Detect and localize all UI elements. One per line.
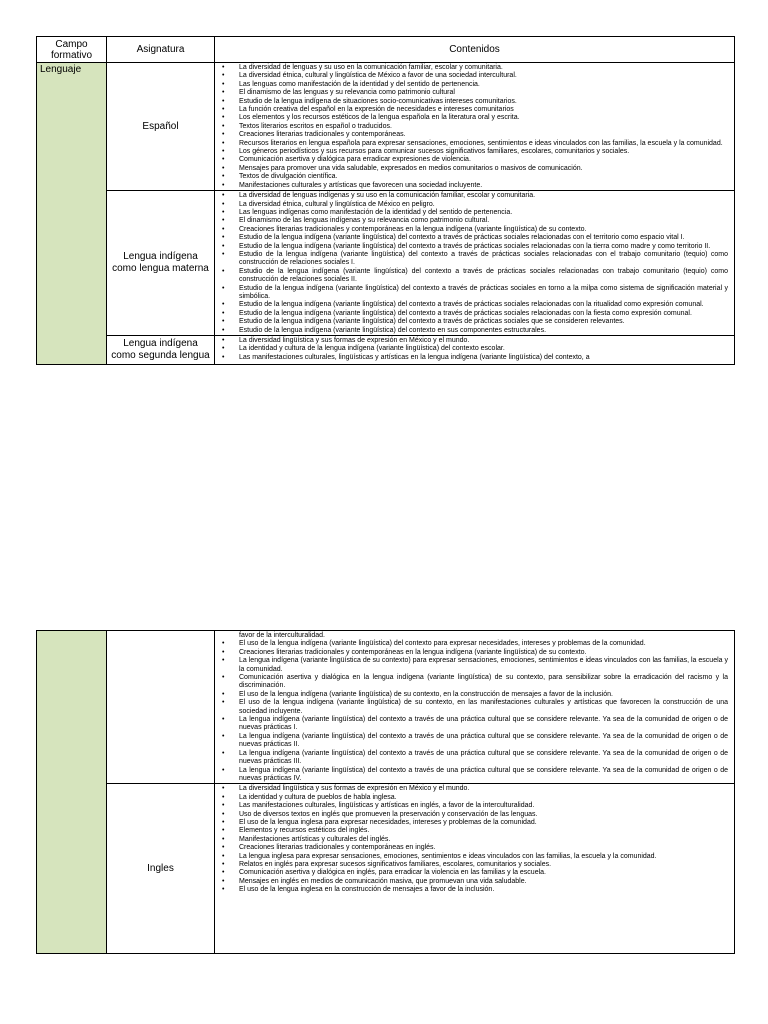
list-item: • Estudio de la lengua indígena (variante lingüística) del contexto a través de prácticas sociales relacionadas con la fiesta como expresión comunal. [219,310,730,318]
list-item: • La identidad y cultura de la lengua indígena (variante lingüística) del contexto escolar. [219,345,730,353]
contenidos-list [219,337,730,362]
list-item: • Textos literarios escritos en español o traducidos. [219,123,730,131]
asignatura-espanol: Español [107,63,215,191]
list-item: • El uso de la lengua indígena (variante lingüística) de su contexto, en las manifestaciones culturales y artísticas que favorecen la construcción de una sociedad incluyente. [219,699,730,716]
contenidos-list [219,785,730,894]
list-item: • La diversidad de lenguas y su uso en la comunicación familiar, escolar y comunitaria. [219,64,730,72]
list-item: • La diversidad de lenguas indígenas y su uso en la comunicación familiar, escolar y comunitaria. [219,192,730,200]
list-item: • Textos de divulgación científica. [219,173,730,181]
list-item: • Estudio de la lengua indígena de situaciones socio-comunicativas intereses comunitarios. [219,98,730,106]
list-item: • Recursos literarios en lengua española para expresar sensaciones, emociones, sentimientos e ideas vinculados con las familias, la escuela y la comunidad. [219,140,730,148]
list-item: • La identidad y cultura de pueblos de habla inglesa. [219,794,730,802]
list-item: • La lengua indígena (variante lingüística) del contexto a través de una práctica cultural que se considere relevante. Ya sea de la comunidad de origen o de nuevas prácticas III. [219,750,730,767]
list-item: • Comunicación asertiva y dialógica en inglés, para erradicar la violencia en las familias y la escuela. [219,869,730,877]
list-item: • La lengua indígena (variante lingüística) del contexto a través de una práctica cultural que se considere relevante. Ya sea de la comunidad de origen o de nuevas prácticas II. [219,733,730,750]
list-item: • Estudio de la lengua indígena (variante lingüística) del contexto a través de prácticas sociales relacionadas con la ritualidad como expresión comunal. [219,301,730,309]
list-item: • La lengua inglesa para expresar sensaciones, emociones, sentimientos e ideas vinculados con las familias, la escuela y la comunidad. [219,853,730,861]
list-item: • Estudio de la lengua indígena (variante lingüística) del contexto a través de prácticas sociales que se consideren relevantes. [219,318,730,326]
list-item: • La lengua indígena (variante lingüística) del contexto a través de una práctica cultural que se considere relevante. Ya sea de la comunidad de origen o de nuevas prácticas I. [219,716,730,733]
curriculum-table-page-2 [36,630,735,954]
list-item: • Estudio de la lengua indígena (variante lingüística) del contexto a través de prácticas sociales relacionadas con la tierra como madre y como territorio II. [219,243,730,251]
list-item: • Creaciones literarias tradicionales y contemporáneas en inglés. [219,844,730,852]
header-asignatura: Asignatura [107,37,215,63]
list-item: • Creaciones literarias tradicionales y contemporáneas en la lengua indígena (variante lingüística) de su contexto. [219,649,730,657]
list-item: • Mensajes para promover una vida saludable, expresados en medios comunitarios o masivos de comunicación. [219,165,730,173]
table-row-espanol [37,63,735,191]
list-item: • Estudio de la lengua indígena (variante lingüística) del contexto a través de prácticas sociales relacionadas con el territorio como espacio vital I. [219,234,730,242]
list-item: • La diversidad lingüística y sus formas de expresión en México y el mundo. [219,785,730,793]
list-item: • Estudio de la lengua indígena (variante lingüística) del contexto a través de prácticas sociales relacionadas con el trabajo comunitario (tequio) como construcción de relaciones sociales I. [219,251,730,268]
list-item-continuation: favor de la interculturalidad. [239,632,325,639]
list-item: • La diversidad lingüística y sus formas de expresión en México y el mundo. [219,337,730,345]
list-item: • Relatos en inglés para expresar sucesos significativos familiares, escolares, comunitarios y sociales. [219,861,730,869]
list-item: • La lengua indígena (variante lingüística de su contexto) para expresar sensaciones, emociones, sentimientos e ideas vinculados con las familias, la escuela y la comunidad. [219,657,730,674]
list-item: • Manifestaciones culturales y artísticas que favorecen una sociedad incluyente. [219,182,730,190]
table-row-segunda-lengua [37,336,735,365]
list-item: • Uso de diversos textos en inglés que promueven la preservación y conservación de las lenguas. [219,811,730,819]
table-header-row [37,37,735,63]
list-item: • El uso de la lengua indígena (variante lingüística) del contexto para expresar necesidades, intereses y problemas de la comunidad. [219,640,730,648]
list-item: • La lengua indígena (variante lingüística) del contexto a través de una práctica cultural que se considere relevante. Ya sea de la comunidad de origen o de nuevas prácticas IV. [219,767,730,784]
list-item: • Comunicación asertiva y dialógica para erradicar expresiones de violencia. [219,156,730,164]
campo-formativo-cell [37,631,107,954]
list-item: • Estudio de la lengua indígena (variante lingüística) del contexto en sus componentes estructurales. [219,327,730,335]
list-item: • Elementos y recursos estéticos del inglés. [219,827,730,835]
table-row-ingles [37,784,735,954]
list-item: • Comunicación asertiva y dialógica en la lengua indígena (variante lingüística) de su contexto, para sensibilizar sobre la erradicación del racismo y la discriminación. [219,674,730,691]
list-item: • Las manifestaciones culturales, lingüísticas y artísticas en la lengua indígena (variante lingüística) del contexto, a [219,354,730,362]
list-item: • Las lenguas como manifestación de la identidad y del sentido de pertenencia. [219,81,730,89]
contenidos-list [219,64,730,190]
asignatura-empty-cell [107,631,215,784]
list-item: • El dinamismo de las lenguas indígenas y su relevancia como patrimonio cultural. [219,217,730,225]
list-item: • La función creativa del español en la expresión de necesidades e intereses comunitarios [219,106,730,114]
list-item: • Los elementos y los recursos estéticos de la lengua española en la literatura oral y escrita. [219,114,730,122]
asignatura-lengua-indigena-segunda: Lengua indígena como segunda lengua [107,336,215,365]
list-item: • El uso de la lengua inglesa en la construcción de mensajes a favor de la inclusión. [219,886,730,894]
list-item: • El dinamismo de las lenguas y su relevancia como patrimonio cultural [219,89,730,97]
list-item: • La diversidad étnica, cultural y lingüística de México en peligro. [219,201,730,209]
table-row-lengua-materna [37,191,735,336]
list-item: • Creaciones literarias tradicionales y contemporáneas. [219,131,730,139]
header-contenidos: Contenidos [215,37,735,63]
asignatura-lengua-indigena-materna: Lengua indígena como lengua materna [107,191,215,336]
list-item: • Manifestaciones artísticas y culturales del inglés. [219,836,730,844]
list-item: • La diversidad étnica, cultural y lingüística de México a favor de una sociedad intercultural. [219,72,730,80]
contenidos-list [219,632,730,783]
list-item: • El uso de la lengua indígena (variante lingüística) de su contexto, en la construcción de mensajes a favor de la inclusión. [219,691,730,699]
contenidos-lengua-materna [215,191,735,336]
header-campo-formativo: Campo formativo [37,37,107,63]
list-item: • Los géneros periodísticos y sus recursos para comunicar sucesos significativos familiares, escolares, comunitarios y sociales. [219,148,730,156]
list-item: • Estudio de la lengua indígena (variante lingüística) del contexto a través de prácticas sociales relacionadas con trabajo comunitario (tequio) como construcción de relaciones sociales II. [219,268,730,285]
campo-formativo-lenguaje: Lenguaje [37,63,107,365]
contenidos-list [219,192,730,335]
asignatura-ingles: Ingles [107,784,215,954]
list-item: • Las lenguas indígenas como manifestación de la identidad y del sentido de pertenencia. [219,209,730,217]
list-item: • El uso de la lengua inglesa para expresar necesidades, intereses y problemas de la comunidad. [219,819,730,827]
curriculum-table-page-1 [36,36,735,365]
table-row-segunda-lengua-cont [37,631,735,784]
contenidos-segunda-lengua [215,336,735,365]
contenidos-segunda-lengua-cont [215,631,735,784]
contenidos-ingles [215,784,735,954]
list-item: • Estudio de la lengua indígena (variante lingüística) del contexto a través de prácticas sociales en torno a la milpa como sistema de significación material y simbólica. [219,285,730,302]
list-item: • Mensajes en inglés en medios de comunicación masiva, que promuevan una vida saludable. [219,878,730,886]
list-item: • Creaciones literarias tradicionales y contemporáneas en la lengua indígena (variante lingüística) de su contexto. [219,226,730,234]
list-item: • Las manifestaciones culturales, lingüísticas y artísticas en inglés, a favor de la interculturalidad. [219,802,730,810]
contenidos-espanol [215,63,735,191]
